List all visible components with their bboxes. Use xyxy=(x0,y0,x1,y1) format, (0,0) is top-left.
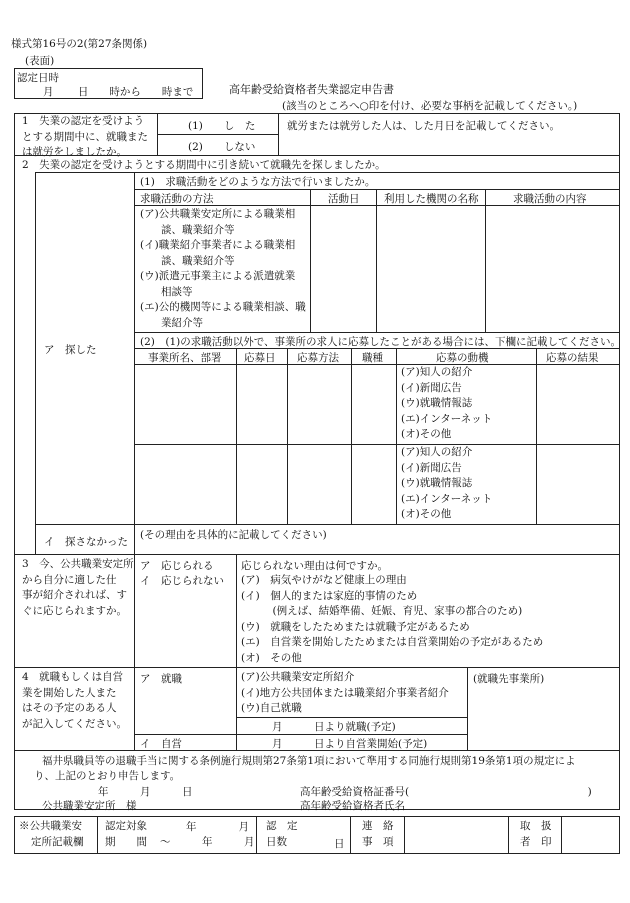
certification-date-box xyxy=(14,68,203,99)
declaration-text-2: り、上記のとおり申告します。 xyxy=(34,770,181,782)
q2-sub1: (1) 求職活動をどのような方法で行いましたか。 xyxy=(140,176,376,188)
q4-self-employed-label: イ 自営 xyxy=(140,738,182,750)
q1-line: 1 失業の認定を受けよう xyxy=(22,115,145,127)
applicant-name-label: 高年齢受給資格者氏名 xyxy=(300,800,405,812)
method-item: 業紹介等 xyxy=(140,316,203,329)
col-activity-content-header: 求職活動の内容 xyxy=(513,193,587,205)
q3-line: 事が紹介されれば、す xyxy=(22,589,127,601)
days-unit: 日 xyxy=(334,838,345,850)
cert-date-label: 認定日時 xyxy=(17,72,59,84)
days-label-line: 認 定 xyxy=(266,820,298,832)
side-label: (表面) xyxy=(25,55,55,67)
motive-item: (ア)知人の紹介 xyxy=(401,446,473,458)
declaration-date: 年 月 日 xyxy=(98,786,193,798)
route-item: (ア)公共職業安定所紹介 xyxy=(241,671,355,683)
period-label xyxy=(105,819,147,850)
q4-line: が記入してください。 xyxy=(22,717,127,730)
office-use-line: ※公共職業安 xyxy=(19,820,82,832)
col-method-header: 求職活動の方法 xyxy=(140,193,214,205)
period-label-line: 期 間 xyxy=(105,835,147,848)
method-item: 相談等 xyxy=(140,285,193,298)
certificate-number[interactable]: 高年齢受給資格証番号( ) xyxy=(300,786,592,798)
col-job-type-header: 職種 xyxy=(362,352,383,364)
col-activity-date-header: 活動日 xyxy=(328,193,360,205)
handler-label xyxy=(520,819,552,850)
period-from: 年 月 xyxy=(186,821,249,833)
method-list xyxy=(140,207,306,331)
q2-searched-label: ア 探した xyxy=(44,344,97,356)
office-use-line: 定所記載欄 xyxy=(31,835,84,848)
q3-line: 3 今、公共職業安定所 xyxy=(22,558,134,570)
reason-item: (オ) その他 xyxy=(241,651,302,664)
q3-line: ぐに応じられますか。 xyxy=(22,604,127,617)
declaration-text: 福井県職員等の退職手当に関する条例施行規則第27条第1項において準用する同施行規則第19条第1項の規定によ xyxy=(42,755,576,767)
reason-item: (ア) 病気やけがなど健康上の理由 xyxy=(241,574,407,586)
reason-item: (ウ) 就職をしたためまたは就職予定があるため xyxy=(241,620,470,633)
method-item: (ウ)派遣元事業主による派遣就業 xyxy=(140,270,296,282)
handler-label-line: 者 印 xyxy=(520,835,552,848)
form-number: 様式第16号の2(第27条関係) xyxy=(11,38,148,50)
col-motive-header: 応募の動機 xyxy=(436,352,489,364)
q4-employment-date: 月 日より就職(予定) xyxy=(272,721,396,733)
q1-option-yes[interactable]: (1) し た xyxy=(188,120,256,132)
reason-item: (例えば、結婚準備、妊娠、育児、家事の都合のため) xyxy=(241,605,523,617)
q1-option-no[interactable]: (2) しない xyxy=(188,141,256,153)
q1-instruction: 就労または就労した人は、した月日を記載してください。 xyxy=(287,120,560,132)
col-apply-method-header: 応募方法 xyxy=(297,352,339,364)
q4-line: はその予定のある人 xyxy=(22,702,117,714)
addressee: 公共職業安定所 様 xyxy=(42,800,137,812)
method-item: (エ)公的機関等による職業相談、職 xyxy=(140,301,306,313)
route-item: (ウ)自己就職 xyxy=(241,702,302,714)
route-item: (イ)地方公共団体または職業紹介事業者紹介 xyxy=(241,686,449,699)
q3-option-no[interactable]: イ 応じられない xyxy=(140,575,224,587)
col-apply-date-header: 応募日 xyxy=(244,352,276,364)
page-title: 高年齢受給資格者失業認定申告書 xyxy=(229,83,394,96)
q4-line: 業を開始した人また xyxy=(22,686,117,699)
col-employer-header: 事業所名、部署 xyxy=(148,352,222,364)
q3-question xyxy=(22,557,134,619)
motive-item: (イ)新聞広告 xyxy=(401,461,462,474)
motive-item: (ア)知人の紹介 xyxy=(401,366,473,378)
motive-item: (ウ)就職情報誌 xyxy=(401,477,473,489)
col-agency-header: 利用した機関の名称 xyxy=(384,193,479,205)
method-item: (イ)職業紹介事業者による職業相 xyxy=(140,239,296,251)
days-label xyxy=(266,819,298,850)
q1-question xyxy=(22,114,148,161)
motive-item: (エ)インターネット xyxy=(401,412,493,425)
motive-list-1 xyxy=(401,365,492,443)
q4-employer-label: (就職先事業所) xyxy=(473,673,545,685)
contact-label xyxy=(362,819,394,850)
q2-not-searched-text: (その理由を具体的に記載してください) xyxy=(140,529,327,541)
q3-option-yes[interactable]: ア 応じられる xyxy=(140,560,214,572)
q2-not-searched-label: イ 探さなかった xyxy=(44,536,128,548)
q3-reason-question: 応じられない理由は何ですか。 xyxy=(241,560,388,572)
q2-question: 2 失業の認定を受けようとする期間中に引き続いて就職先を探しましたか。 xyxy=(22,159,386,171)
contact-label-line: 事 項 xyxy=(362,835,394,848)
reason-item: (イ) 個人的または家庭的事情のため xyxy=(241,589,418,602)
q3-reason-list xyxy=(241,573,543,666)
reason-item: (エ) 自営業を開始したためまたは自営業開始の予定があるため xyxy=(241,636,544,648)
motive-item: (オ)その他 xyxy=(401,428,452,440)
q1-line: とする期間中に、就職また xyxy=(22,130,148,143)
days-label-line: 日数 xyxy=(266,835,287,848)
method-item: 談、職業紹介等 xyxy=(140,254,235,267)
handler-label-line: 取 扱 xyxy=(520,820,552,832)
q1-line: は就労をしましたか。 xyxy=(22,146,127,158)
col-result-header: 応募の結果 xyxy=(546,352,599,364)
motive-item: (エ)インターネット xyxy=(401,492,493,505)
q4-route-list xyxy=(241,670,449,717)
contact-label-line: 連 絡 xyxy=(362,820,394,832)
q4-line: 4 就職もしくは自営 xyxy=(22,671,124,683)
motive-list-2 xyxy=(401,445,492,523)
period-label-line: 認定対象 xyxy=(105,820,147,832)
q2-sub2: (2) (1)の求職活動以外で、事業所の求人に応募したことがある場合には、下欄に記載してください。 xyxy=(140,336,622,348)
q4-question xyxy=(22,670,127,732)
motive-item: (イ)新聞広告 xyxy=(401,381,462,394)
method-item: 談、職業紹介等 xyxy=(140,223,235,236)
instruction-note: (該当のところへ○印を付け、必要な事柄を記載してください。) xyxy=(282,100,578,112)
motive-item: (オ)その他 xyxy=(401,508,452,520)
period-to: 〜 年 月 xyxy=(160,836,255,848)
cert-date-value: 月 日 時から 時まで xyxy=(43,86,194,98)
office-use-label xyxy=(19,819,84,850)
method-item: (ア)公共職業安定所による職業相 xyxy=(140,208,296,220)
motive-item: (ウ)就職情報誌 xyxy=(401,397,473,409)
q4-self-employment-date: 月 日より自営業開始(予定) xyxy=(272,738,428,750)
q3-line: から自分に適した仕 xyxy=(22,573,117,586)
q4-employed-label: ア 就職 xyxy=(140,673,182,685)
